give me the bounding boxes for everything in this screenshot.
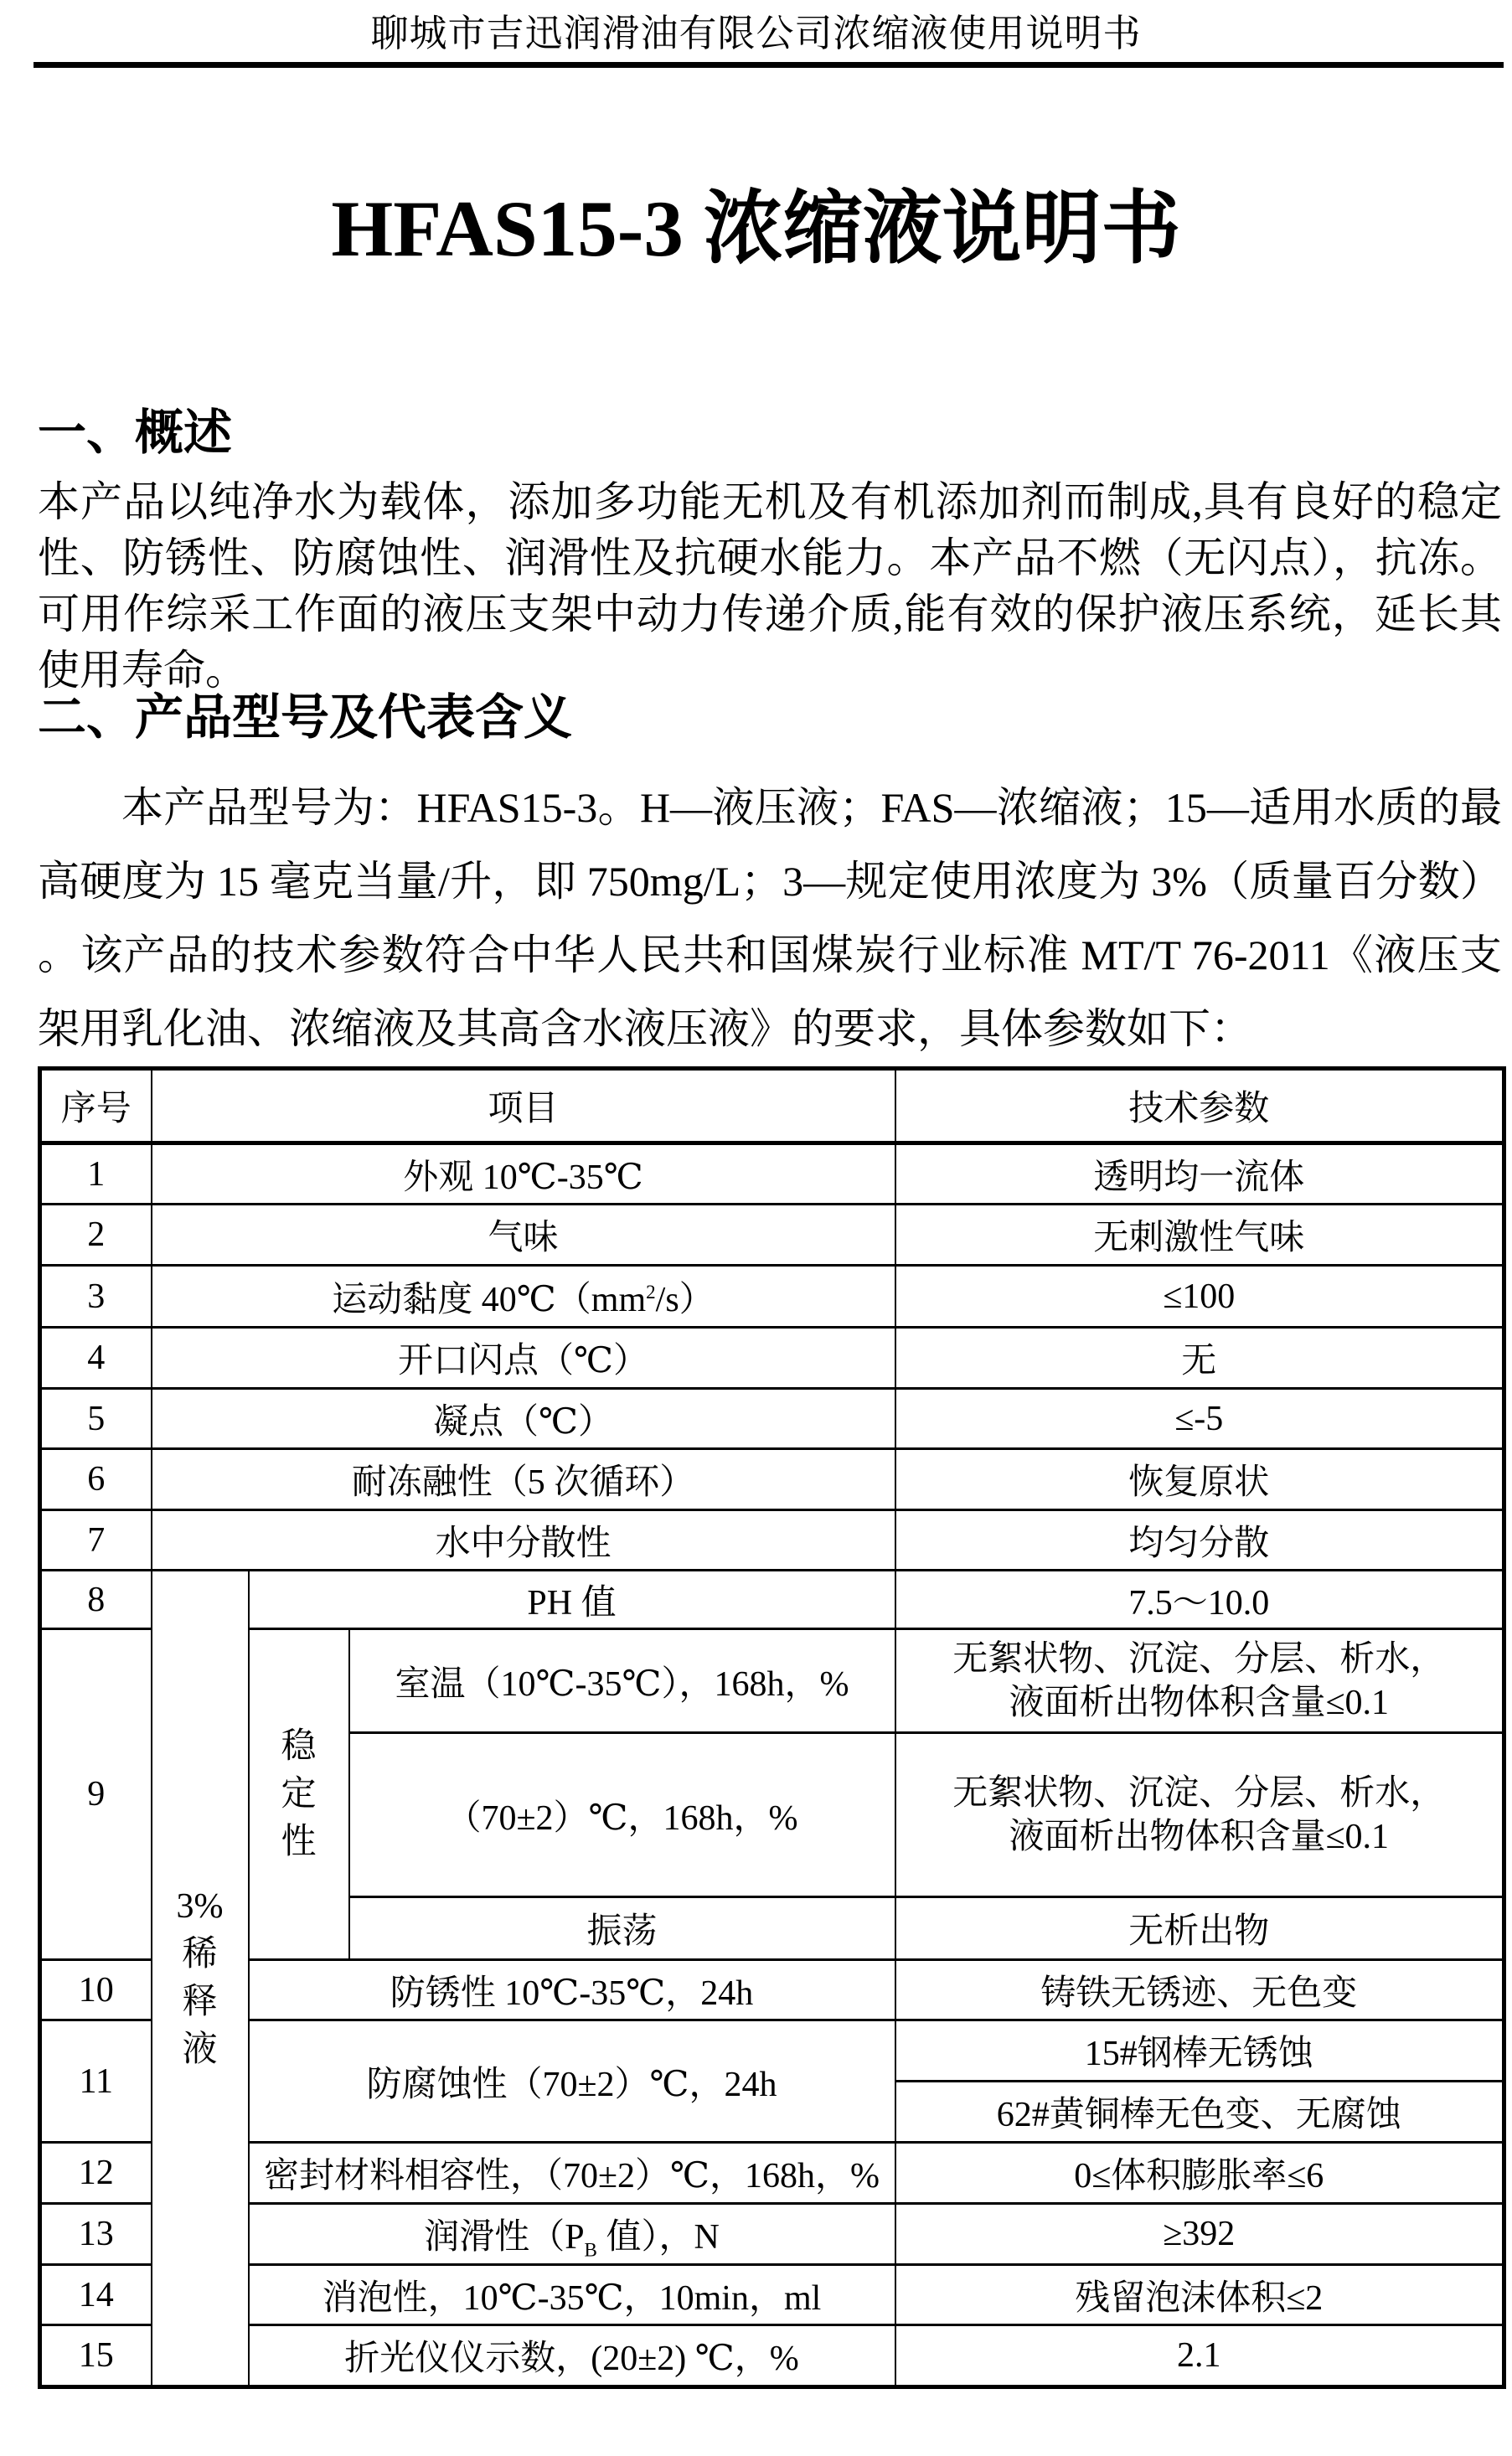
item-cell [152, 1266, 895, 1328]
item-cell: 水中分散性 [152, 1510, 895, 1571]
param-line: 液面析出物体积含量≤0.1 [1009, 1683, 1390, 1722]
item-text: 润滑性（P [424, 2218, 585, 2257]
page-header: 聊城市吉迅润滑油有限公司浓缩液使用说明书 [370, 13, 1142, 54]
serial-cell: 15 [40, 2325, 152, 2387]
serial-cell: 11 [40, 2020, 152, 2143]
table-row [40, 2020, 1504, 2082]
serial-cell: 2 [40, 1205, 152, 1266]
item-cell: PH 值 [249, 1571, 895, 1629]
table-row [40, 1629, 1504, 1733]
dilution-line: 释 [182, 1982, 218, 2021]
table-row [40, 1205, 1504, 1266]
table-row [40, 1449, 1504, 1510]
item-cell: 耐冻融性（5 次循环） [152, 1449, 895, 1510]
param-cell: 7.5～10.0 [895, 1571, 1504, 1629]
item-subscript: B [584, 2238, 597, 2261]
stability-line: 稳 [281, 1726, 317, 1766]
serial-cell: 10 [40, 1960, 152, 2020]
param-cell: 15#钢棒无锈蚀 [895, 2020, 1504, 2082]
item-cell: （70±2）℃，168h，% [349, 1733, 895, 1897]
dilution-merged-cell [152, 1571, 249, 2387]
item-cell: 密封材料相容性，（70±2）℃，168h，% [249, 2143, 895, 2204]
param-cell: 无刺激性气味 [895, 1205, 1504, 1266]
table-row [40, 1389, 1504, 1449]
item-text: /s） [655, 1280, 715, 1319]
param-cell: 2.1 [895, 2325, 1504, 2387]
param-cell: 无 [895, 1328, 1504, 1389]
item-cell: 防锈性 10℃-35℃，24h [249, 1960, 895, 2020]
doc-title: HFAS15-3 浓缩液说明书 [331, 184, 1181, 273]
item-cell: 防腐蚀性（70±2）℃，24h [249, 2020, 895, 2143]
param-cell: 62#黄铜棒无色变、无腐蚀 [895, 2082, 1504, 2143]
col-header-no: 序号 [40, 1069, 152, 1143]
table-row [40, 1266, 1504, 1328]
param-cell: ≥392 [895, 2204, 1504, 2265]
col-header-param: 技术参数 [895, 1069, 1504, 1143]
serial-cell: 9 [40, 1629, 152, 1960]
item-cell: 振荡 [349, 1897, 895, 1960]
item-cell: 消泡性，10℃-35℃，10min，ml [249, 2265, 895, 2325]
param-cell: ≤100 [895, 1266, 1504, 1328]
param-cell: 无析出物 [895, 1897, 1504, 1960]
spec-table [38, 1066, 1506, 2389]
dilution-line: 稀 [182, 1934, 218, 1974]
param-cell: 透明均一流体 [895, 1143, 1504, 1205]
item-cell: 折光仪仪示数，(20±2) ℃，% [249, 2325, 895, 2387]
item-cell: 室温（10℃-35℃），168h，% [349, 1629, 895, 1733]
section-overview-heading: 一、概述 [38, 405, 233, 460]
item-cell [249, 2204, 895, 2265]
header-rule [34, 62, 1504, 68]
table-row [40, 1571, 1504, 1629]
stability-line: 性 [281, 1822, 317, 1861]
param-cell: ≤-5 [895, 1389, 1504, 1449]
param-cell [895, 1629, 1504, 1733]
serial-cell: 12 [40, 2143, 152, 2204]
stability-merged-cell [249, 1629, 349, 1960]
dilution-line: 3% [176, 1886, 224, 1926]
table-row [40, 1960, 1504, 2020]
serial-cell: 3 [40, 1266, 152, 1328]
serial-cell: 5 [40, 1389, 152, 1449]
section-model-paragraph: 本产品型号为：HFAS15-3。H—液压液；FAS—浓缩液；15—适用水质的最高硬度为 15 毫克当量/升，即 750mg/L；3—规定使用浓度为 3%（质量百分数） 。该产品的技术参数符合中华人民共和国煤炭行业标准 MT/T 76-2011《液压支架用乳化油、浓缩液及其高含水液压液》的要求，具体参数如下： [38, 784, 1502, 1052]
param-cell [895, 1733, 1504, 1897]
serial-cell: 7 [40, 1510, 152, 1571]
item-cell: 开口闪点（℃） [152, 1328, 895, 1389]
stability-line: 定 [281, 1774, 317, 1814]
param-cell: 残留泡沫体积≤2 [895, 2265, 1504, 2325]
param-cell: 铸铁无锈迹、无色变 [895, 1960, 1504, 2020]
table-row [40, 2325, 1504, 2387]
param-line: 无絮状物、沉淀、分层、析水， [952, 1773, 1446, 1813]
serial-cell: 1 [40, 1143, 152, 1205]
param-cell: 均匀分散 [895, 1510, 1504, 1571]
item-cell: 气味 [152, 1205, 895, 1266]
section-overview-paragraph: 本产品以纯净水为载体，添加多功能无机及有机添加剂而制成,具有良好的稳定性、防锈性、防腐蚀性、润滑性及抗硬水能力。本产品不燃（无闪点），抗冻。可用作综采工作面的液压支架中动力传递介质,能有效的保护液压系统，延长其使用寿命。 [38, 478, 1502, 694]
serial-cell: 8 [40, 1571, 152, 1629]
dilution-line: 液 [182, 2030, 218, 2069]
item-superscript: 2 [646, 1280, 656, 1303]
item-cell: 外观 10℃-35℃ [152, 1143, 895, 1205]
table-row [40, 1143, 1504, 1205]
item-cell: 凝点（℃） [152, 1389, 895, 1449]
param-line: 液面析出物体积含量≤0.1 [1009, 1817, 1390, 1856]
table-row [40, 2265, 1504, 2325]
table-row [40, 1510, 1504, 1571]
param-line: 无絮状物、沉淀、分层、析水， [952, 1639, 1446, 1679]
table-row [40, 2143, 1504, 2204]
serial-cell: 6 [40, 1449, 152, 1510]
serial-cell: 14 [40, 2265, 152, 2325]
col-header-item: 项目 [152, 1069, 895, 1143]
table-row [40, 1328, 1504, 1389]
param-cell: 0≤体积膨胀率≤6 [895, 2143, 1504, 2204]
param-cell: 恢复原状 [895, 1449, 1504, 1510]
item-text: 运动黏度 40℃（mm [332, 1280, 647, 1319]
item-text: 值），N [596, 2218, 720, 2257]
serial-cell: 4 [40, 1328, 152, 1389]
section-model-heading: 二、产品型号及代表含义 [38, 690, 573, 745]
table-row [40, 2204, 1504, 2265]
serial-cell: 13 [40, 2204, 152, 2265]
